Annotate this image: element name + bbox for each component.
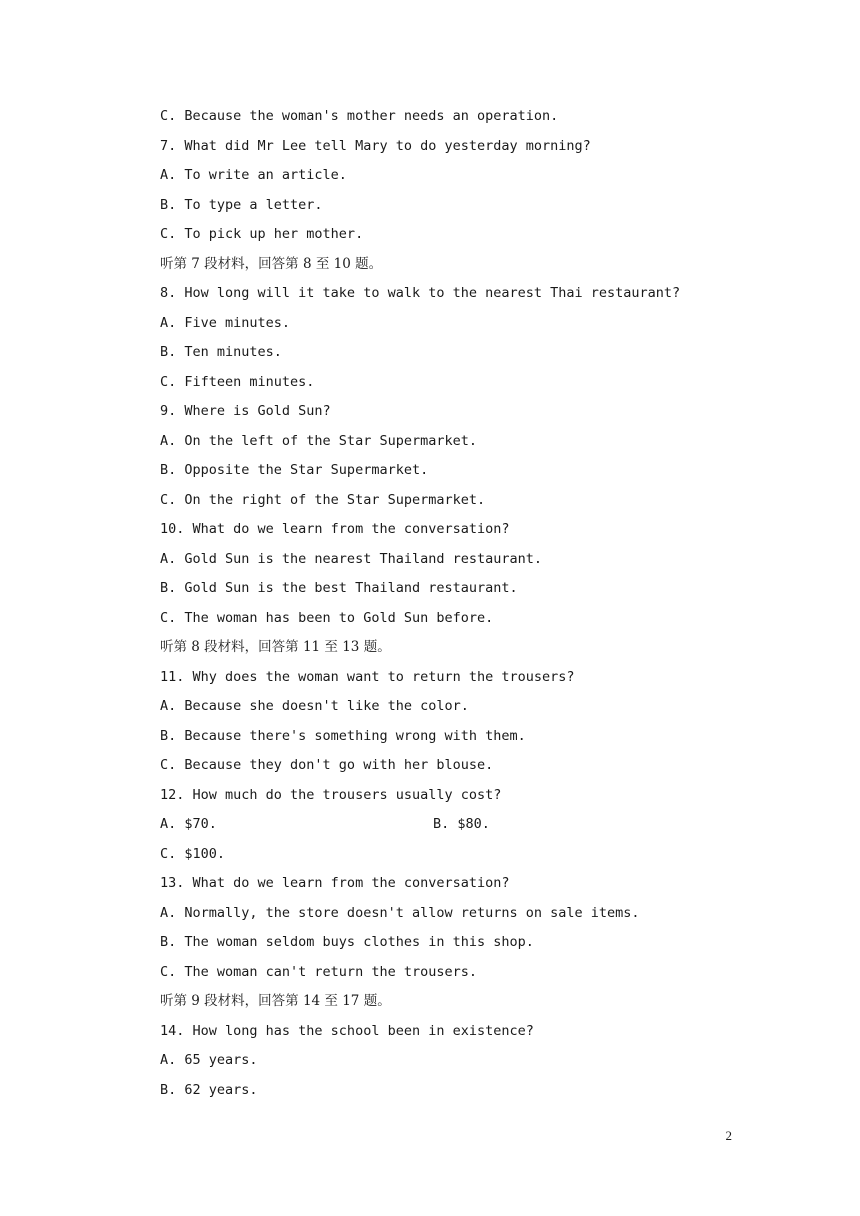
- section-heading: 听第 7 段材料，回答第 8 至 10 题。: [160, 255, 383, 272]
- option-text: B. $80.: [433, 816, 490, 832]
- question-text: 14. How long has the school been in existence?: [160, 1022, 534, 1039]
- question-text: 9. Where is Gold Sun?: [160, 403, 331, 419]
- option-text: A. Five minutes.: [160, 314, 291, 331]
- question-text: 11. Why does the woman want to return the trousers?: [160, 668, 575, 685]
- option-text: B. 62 years.: [160, 1081, 258, 1098]
- page-content: [160, 102, 760, 1105]
- option-text: C. The woman can't return the trousers.: [160, 963, 477, 980]
- option-text: B. Opposite the Star Supermarket.: [160, 462, 429, 478]
- option-text: C. Because the woman's mother needs an operation.: [160, 108, 559, 124]
- option-text: C. Because they don't go with her blouse.: [160, 757, 494, 773]
- option-pair-line: [160, 810, 760, 840]
- option-text: C. $100.: [160, 845, 226, 862]
- option-text: C. On the right of the Star Supermarket.: [160, 491, 486, 508]
- question-text: 12. How much do the trousers usually cost?: [160, 786, 502, 803]
- option-text: B. Gold Sun is the best Thailand restaurant.: [160, 580, 518, 596]
- option-text: A. Normally, the store doesn't allow returns on sale items.: [160, 904, 640, 921]
- option-text: A. On the left of the Star Supermarket.: [160, 432, 477, 449]
- option-text: B. Because there's something wrong with them.: [160, 727, 526, 744]
- option-text: A. 65 years.: [160, 1052, 258, 1068]
- question-text: 8. How long will it take to walk to the nearest Thai restaurant?: [160, 285, 681, 301]
- option-text: A. Because she doesn't like the color.: [160, 698, 469, 714]
- question-text: 13. What do we learn from the conversation?: [160, 875, 510, 891]
- option-text: B. The woman seldom buys clothes in this shop.: [160, 934, 534, 950]
- option-text: A. To write an article.: [160, 167, 347, 183]
- question-text: 10. What do we learn from the conversation?: [160, 521, 510, 537]
- option-text: C. To pick up her mother.: [160, 226, 364, 242]
- option-text: B. To type a letter.: [160, 196, 323, 213]
- option-text: A. $70.: [160, 816, 217, 832]
- option-text: C. The woman has been to Gold Sun before.: [160, 609, 494, 626]
- option-text: A. Gold Sun is the nearest Thailand restaurant.: [160, 550, 543, 567]
- option-text: C. Fifteen minutes.: [160, 373, 315, 390]
- page-number: 2: [725, 1128, 732, 1143]
- section-heading: 听第 8 段材料，回答第 11 至 13 题。: [160, 639, 391, 655]
- section-heading: 听第 9 段材料，回答第 14 至 17 题。: [160, 993, 391, 1009]
- question-text: 7. What did Mr Lee tell Mary to do yesterday morning?: [160, 137, 591, 154]
- option-text: B. Ten minutes.: [160, 344, 282, 360]
